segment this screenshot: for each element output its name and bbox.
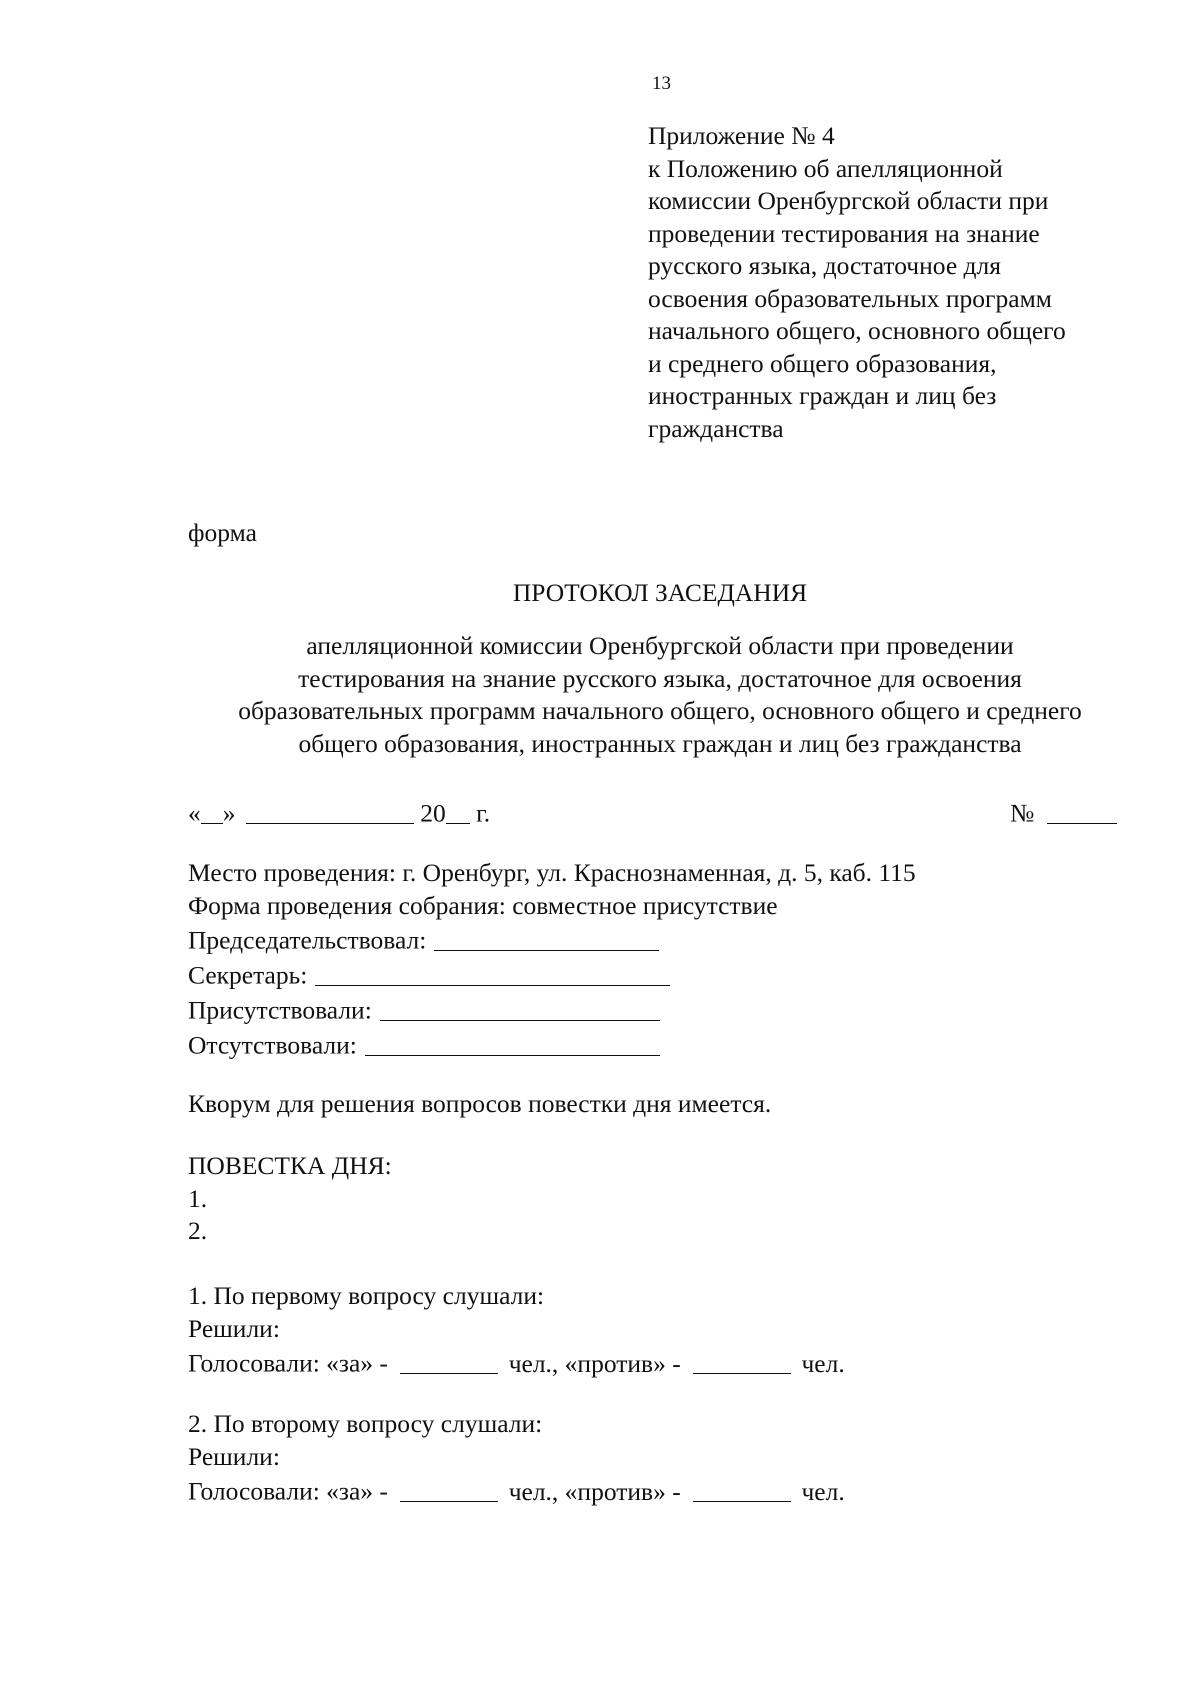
number-label: № [1010,798,1035,828]
secretary-label: Секретарь: [188,960,308,990]
year-prefix: 20 [420,798,446,828]
chair-line [188,922,916,957]
absent-blank [365,1029,660,1056]
appendix-line: гражданства [648,413,784,443]
appendix-line: иностранных граждан и лиц без [648,381,997,410]
question-block [188,1280,845,1380]
appendix-line: начального общего, основного общего [648,316,1066,345]
month-blank [246,797,414,824]
question-vote-line [188,1473,845,1508]
vote-prefix: Голосовали: «за» - [188,1476,388,1506]
question-heard: 2. По второму вопросу слушали: [188,1409,543,1438]
appendix-line: и среднего общего образования, [648,348,997,378]
date-open-quote: « [188,798,201,828]
date-close-quote: » [222,798,236,828]
appendix-line: русского языка, достаточное для [648,251,1001,280]
question-vote-line [188,1345,845,1380]
vote-suffix: чел. [801,1476,845,1506]
agenda-item: 1. [188,1183,208,1213]
subtitle-line: апелляционной комиссии Оренбургской области при проведении [306,631,1014,660]
absent-line [188,1027,916,1062]
appendix-line: проведении тестирования на знание [648,218,1040,248]
quorum-line: Кворум для решения вопросов повестки дня имеется. [188,1089,772,1118]
appendix-line: комиссии Оренбургской области при [648,186,1049,215]
form-label: форма [188,518,257,547]
vote-prefix: Голосовали: «за» - [188,1348,388,1378]
vote-against-blank [693,1347,791,1374]
year-suffix: г. [469,798,491,828]
agenda-title: ПОВЕСТКА ДНЯ: [188,1151,392,1180]
location-line: Место проведения: г. Оренбург, ул. Краснознаменная, д. 5, каб. 115 [188,858,916,887]
day-blank [201,797,223,824]
question-decided: Решили: [188,1313,280,1343]
agenda [188,1150,392,1248]
present-line [188,992,916,1027]
year-blank [446,797,470,824]
protocol-subtitle [0,630,1200,760]
appendix-header [648,120,1066,445]
question-heard: 1. По первому вопросу слушали: [188,1281,545,1310]
present-blank [380,994,660,1021]
number-blank [1047,797,1117,824]
secretary-blank [315,959,670,986]
absent-label: Отсутствовали: [188,1030,357,1060]
vote-middle: чел., «против» - [508,1348,681,1378]
protocol-number [1010,795,1117,829]
agenda-item: 2. [188,1216,208,1245]
subtitle-line: тестирования на знание русского языка, достаточное для освоения [298,663,1022,693]
meeting-form-line: Форма проведения собрания: совместное присутствие [188,890,778,920]
chair-label: Председательствовал: [188,925,427,955]
page-number: 13 [652,73,671,94]
vote-suffix: чел. [801,1348,845,1378]
question-decided: Решили: [188,1441,280,1471]
date-line [188,795,490,829]
subtitle-line: общего образования, иностранных граждан и лиц без гражданства [298,728,1022,758]
vote-middle: чел., «против» - [508,1476,681,1506]
secretary-line [188,957,916,992]
appendix-line: освоения образовательных программ [648,283,1052,313]
vote-against-blank [693,1475,791,1502]
present-label: Присутствовали: [188,995,372,1025]
appendix-line: к Положению об апелляционной [648,153,1003,183]
appendix-line: Приложение № 4 [648,121,835,150]
subtitle-line: образовательных программ начального общего, основного общего и среднего [238,696,1082,725]
protocol-title: ПРОТОКОЛ ЗАСЕДАНИЯ [512,578,808,607]
chair-blank [434,924,659,951]
question-block [188,1408,845,1508]
vote-for-blank [400,1347,498,1374]
meeting-details [188,857,916,1062]
vote-for-blank [400,1475,498,1502]
